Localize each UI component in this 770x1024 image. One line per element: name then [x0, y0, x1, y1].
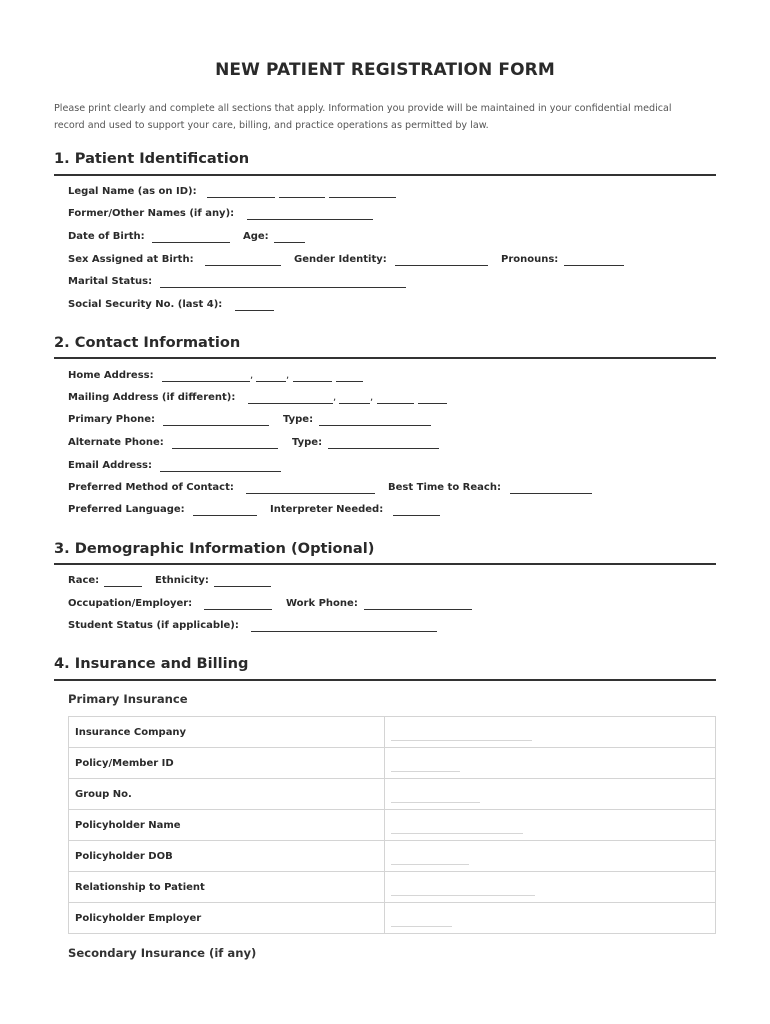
policyholder-name-field[interactable]: [385, 810, 716, 841]
alternate-phone-label: Alternate Phone:: [68, 437, 164, 448]
pronouns-blank[interactable]: [564, 265, 624, 266]
intro-text: [54, 100, 714, 134]
insurance-company-label: Insurance Company: [69, 717, 385, 748]
preferred-method-blank[interactable]: [246, 493, 375, 494]
intro-line-1: Please print clearly and complete all sections that apply. Information you provide will be maintained in your confidential medical: [54, 103, 672, 114]
work-phone-label: Work Phone:: [286, 598, 358, 609]
table-row: [69, 748, 716, 779]
policyholder-dob-label: Policyholder DOB: [69, 841, 385, 872]
ssn-blank[interactable]: [235, 310, 274, 311]
mailing-street-blank[interactable]: [248, 403, 333, 404]
legal-name-last-blank[interactable]: [329, 197, 396, 198]
marital-label: Marital Status:: [68, 276, 153, 287]
home-zip-blank[interactable]: [336, 381, 363, 382]
occupation-blank[interactable]: [204, 609, 272, 610]
former-names-label: Former/Other Names (if any):: [68, 208, 235, 219]
insurance-company-field[interactable]: [385, 717, 716, 748]
table-row: [69, 779, 716, 810]
table-row: [69, 903, 716, 934]
section-divider: [54, 174, 716, 176]
ssn-label: Social Security No. (last 4):: [68, 299, 223, 310]
occupation-label: Occupation/Employer:: [68, 598, 193, 609]
home-address-label: Home Address:: [68, 370, 154, 381]
alternate-phone-type-blank[interactable]: [328, 448, 439, 449]
home-state-blank[interactable]: [293, 381, 332, 382]
best-time-label: Best Time to Reach:: [388, 482, 501, 493]
section-heading-demographic-information: 3. Demographic Information (Optional): [54, 540, 375, 557]
relationship-field[interactable]: [385, 872, 716, 903]
race-label: Race:: [68, 575, 100, 586]
language-label: Preferred Language:: [68, 504, 185, 515]
sex-label: Sex Assigned at Birth:: [68, 254, 194, 265]
policy-member-id-field[interactable]: [385, 748, 716, 779]
comma: ,: [286, 370, 290, 381]
comma: ,: [333, 392, 337, 403]
section-divider: [54, 679, 716, 681]
gender-blank[interactable]: [395, 265, 488, 266]
comma: ,: [250, 370, 254, 381]
section-divider: [54, 357, 716, 359]
primary-insurance-table: [68, 716, 716, 934]
email-blank[interactable]: [160, 471, 281, 472]
home-street-blank[interactable]: [162, 381, 250, 382]
interpreter-label: Interpreter Needed:: [270, 504, 384, 515]
intro-line-2: record and used to support your care, billing, and practice operations as permitted by law.: [54, 120, 489, 131]
mailing-zip-blank[interactable]: [418, 403, 447, 404]
mailing-state-blank[interactable]: [377, 403, 414, 404]
section-heading-patient-identification: 1. Patient Identification: [54, 150, 250, 167]
policyholder-employer-label: Policyholder Employer: [69, 903, 385, 934]
work-phone-blank[interactable]: [364, 609, 472, 610]
age-label: Age:: [243, 231, 269, 242]
home-city-blank[interactable]: [256, 381, 286, 382]
section-divider: [54, 563, 716, 565]
mailing-address-label: Mailing Address (if different):: [68, 392, 236, 403]
table-row: [69, 841, 716, 872]
email-label: Email Address:: [68, 460, 153, 471]
student-blank[interactable]: [251, 631, 437, 632]
ethnicity-label: Ethnicity:: [155, 575, 209, 586]
sex-blank[interactable]: [205, 265, 281, 266]
legal-name-middle-blank[interactable]: [279, 197, 325, 198]
policyholder-employer-field[interactable]: [385, 903, 716, 934]
marital-blank[interactable]: [160, 287, 406, 288]
dob-label: Date of Birth:: [68, 231, 145, 242]
legal-name-label: Legal Name (as on ID):: [68, 186, 197, 197]
gender-label: Gender Identity:: [294, 254, 387, 265]
primary-phone-type-blank[interactable]: [319, 425, 431, 426]
alternate-phone-blank[interactable]: [172, 448, 278, 449]
primary-phone-type-label: Type:: [283, 414, 314, 425]
policyholder-dob-field[interactable]: [385, 841, 716, 872]
form-title: NEW PATIENT REGISTRATION FORM: [215, 60, 555, 80]
race-blank[interactable]: [104, 586, 142, 587]
language-blank[interactable]: [193, 515, 257, 516]
interpreter-blank[interactable]: [393, 515, 440, 516]
primary-insurance-heading: Primary Insurance: [68, 692, 188, 706]
policyholder-name-label: Policyholder Name: [69, 810, 385, 841]
policy-member-id-label: Policy/Member ID: [69, 748, 385, 779]
mailing-city-blank[interactable]: [339, 403, 370, 404]
alternate-phone-type-label: Type:: [292, 437, 323, 448]
dob-blank[interactable]: [152, 242, 230, 243]
section-heading-insurance-billing: 4. Insurance and Billing: [54, 655, 249, 672]
age-blank[interactable]: [274, 242, 305, 243]
table-row: [69, 717, 716, 748]
ethnicity-blank[interactable]: [214, 586, 271, 587]
legal-name-first-blank[interactable]: [207, 197, 275, 198]
best-time-blank[interactable]: [510, 493, 592, 494]
preferred-method-label: Preferred Method of Contact:: [68, 482, 234, 493]
section-heading-contact-information: 2. Contact Information: [54, 334, 241, 351]
student-label: Student Status (if applicable):: [68, 620, 239, 631]
primary-phone-blank[interactable]: [163, 425, 269, 426]
relationship-label: Relationship to Patient: [69, 872, 385, 903]
comma: ,: [370, 392, 374, 403]
primary-phone-label: Primary Phone:: [68, 414, 156, 425]
table-row: [69, 810, 716, 841]
group-no-field[interactable]: [385, 779, 716, 810]
group-no-label: Group No.: [69, 779, 385, 810]
secondary-insurance-heading: Secondary Insurance (if any): [68, 946, 257, 960]
pronouns-label: Pronouns:: [501, 254, 559, 265]
former-names-blank[interactable]: [247, 219, 373, 220]
table-row: [69, 872, 716, 903]
